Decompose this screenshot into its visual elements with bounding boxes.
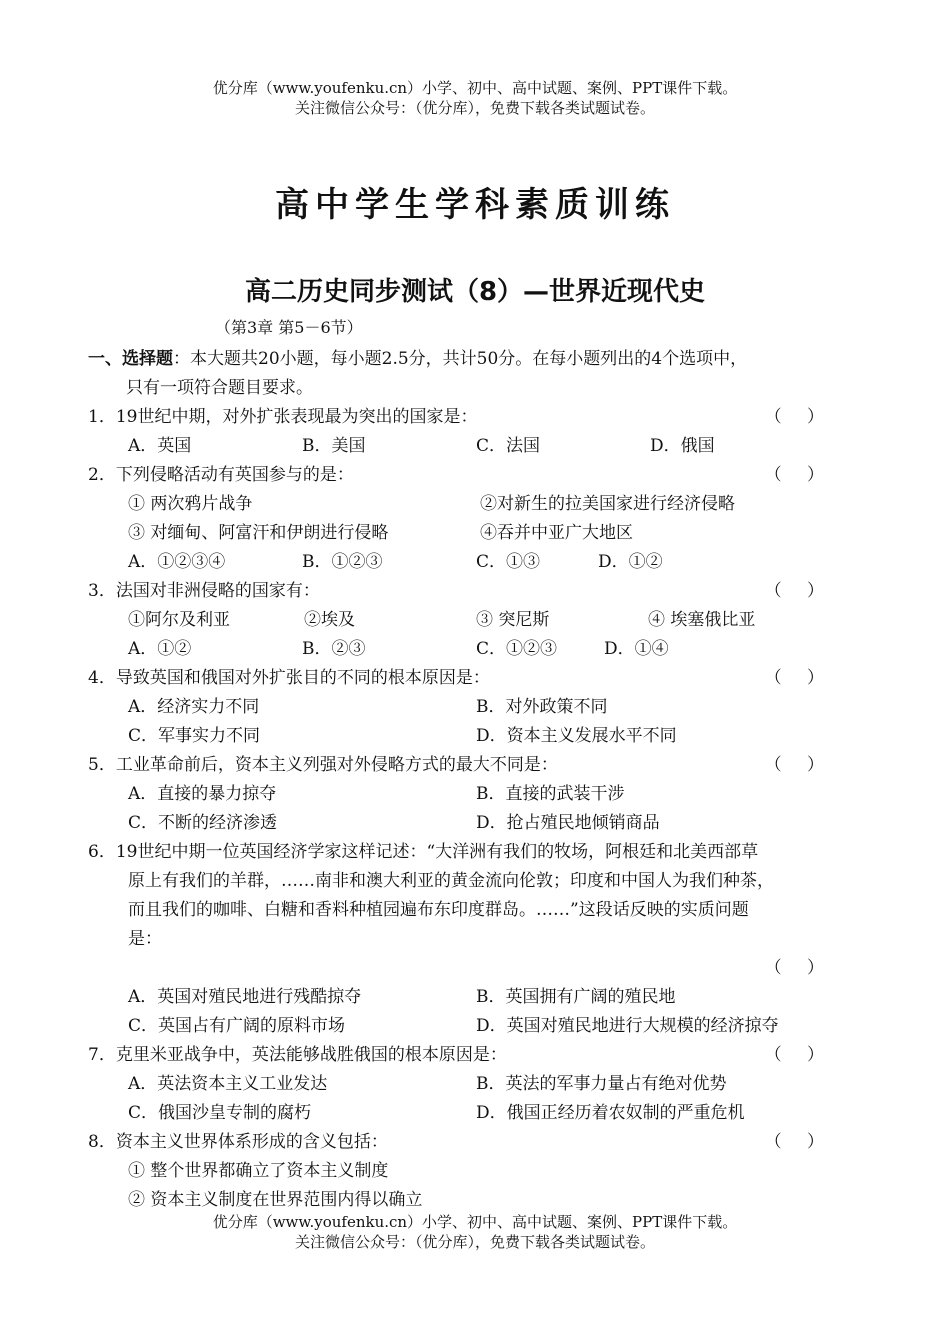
option-d[interactable]: D．资本主义发展水平不同: [476, 726, 677, 746]
question-6: [88, 838, 888, 867]
option-b[interactable]: B．直接的武装干涉: [476, 784, 625, 804]
question-6-cont-1: 原上有我们的羊群，……南非和澳大利亚的黄金流向伦敦；印度和中国人为我们种茶，: [128, 871, 774, 891]
option-b[interactable]: B．对外政策不同: [476, 697, 608, 717]
page-subtitle: 高二历史同步测试（8）—世界近现代史: [244, 277, 706, 307]
option-d[interactable]: D．俄国: [650, 436, 715, 456]
item-1: ① 两次鸦片战争: [128, 494, 253, 514]
option-d[interactable]: D．俄国正经历着农奴制的严重危机: [476, 1103, 745, 1123]
option-b[interactable]: B．英法的军事力量占有绝对优势: [476, 1074, 727, 1094]
answer-blank[interactable]: （ ）: [764, 668, 834, 688]
option-c[interactable]: C．军事实力不同: [128, 726, 261, 746]
answer-blank[interactable]: （ ）: [764, 1045, 834, 1065]
option-b[interactable]: B．①②③: [302, 552, 383, 572]
section-label: 一、选择题: [88, 349, 173, 369]
option-c[interactable]: C．法国: [476, 436, 541, 456]
item-3: ③ 对缅甸、阿富汗和伊朗进行侵略: [128, 523, 389, 543]
option-c[interactable]: C．俄国沙皇专制的腐朽: [128, 1103, 312, 1123]
item-3: ③ 突尼斯: [476, 610, 550, 630]
question-8-item-1: ① 整个世界都确立了资本主义制度: [128, 1161, 389, 1181]
footer-line-2: 关注微信公众号：（优分库），免费下载各类试题试卷。: [294, 1233, 655, 1251]
question-2-items-row2: [88, 519, 888, 548]
option-a[interactable]: A．直接的暴力掠夺: [128, 784, 277, 804]
answer-blank[interactable]: （ ）: [764, 581, 834, 601]
question-3-items: [88, 606, 888, 635]
question-3: [88, 577, 888, 606]
footer-line-1: 优分库（www.youfenku.cn）小学、初中、高中试题、案例、PPT课件下载。: [212, 1213, 738, 1231]
question-5: [88, 751, 888, 780]
question-3-options: [88, 635, 888, 664]
question-stem: 1．19世纪中期，对外扩张表现最为突出的国家是：: [88, 407, 478, 427]
item-1: ①阿尔及利亚: [128, 610, 230, 630]
option-c[interactable]: C．①②③: [476, 639, 558, 659]
question-stem: 7．克里米亚战争中，英法能够战胜俄国的根本原因是：: [88, 1045, 507, 1065]
question-4: [88, 664, 888, 693]
option-b[interactable]: B．英国拥有广阔的殖民地: [476, 987, 676, 1007]
question-6-options-row2: [88, 1012, 888, 1041]
header-line-2: 关注微信公众号：（优分库），免费下载各类试题试卷。: [294, 99, 655, 117]
option-c[interactable]: C．不断的经济渗透: [128, 813, 278, 833]
item-4: ④ 埃塞俄比亚: [648, 610, 756, 630]
question-5-options-row1: [88, 780, 888, 809]
option-a[interactable]: A．经济实力不同: [128, 697, 260, 717]
question-stem: 4．导致英国和俄国对外扩张目的不同的根本原因是：: [88, 668, 490, 688]
page-header: [0, 78, 950, 118]
question-stem: 2．下列侵略活动有英国参与的是：: [88, 465, 354, 485]
answer-blank[interactable]: （ ）: [764, 465, 834, 485]
option-a[interactable]: A．英国: [128, 436, 192, 456]
section-intro-cont: 只有一项符合题目要求。: [126, 378, 313, 398]
question-stem: 5．工业革命前后，资本主义列强对外侵略方式的最大不同是：: [88, 755, 558, 775]
question-7: [88, 1041, 888, 1070]
header-line-1: 优分库（www.youfenku.cn）小学、初中、高中试题、案例、PPT课件下载。: [212, 79, 738, 97]
option-d[interactable]: D．英国对殖民地进行大规模的经济掠夺: [476, 1016, 779, 1036]
option-d[interactable]: D．①④: [604, 639, 669, 659]
page-title: 高中学生学科素质训练: [275, 185, 675, 225]
question-6-cont-3: 是：: [128, 929, 162, 949]
option-d[interactable]: D．抢占殖民地倾销商品: [476, 813, 660, 833]
question-7-options-row2: [88, 1099, 888, 1128]
question-6-blank-row: [88, 954, 888, 983]
question-1-options: [88, 432, 888, 461]
option-b[interactable]: B．②③: [302, 639, 366, 659]
option-a[interactable]: A．①②: [128, 639, 192, 659]
option-b[interactable]: B．美国: [302, 436, 366, 456]
item-2: ②对新生的拉美国家进行经济侵略: [480, 494, 735, 514]
option-a[interactable]: A．英法资本主义工业发达: [128, 1074, 328, 1094]
question-4-options-row1: [88, 693, 888, 722]
question-1: [88, 403, 888, 432]
answer-blank[interactable]: （ ）: [764, 407, 834, 427]
section-multiple-choice: [88, 345, 888, 1215]
section-intro-text: ：本大题共20小题，每小题2.5分，共计50分。在每小题列出的4个选项中，: [173, 349, 748, 369]
option-d[interactable]: D．①②: [598, 552, 663, 572]
question-2: [88, 461, 888, 490]
question-2-items-row1: [88, 490, 888, 519]
chapter-range: （第3章 第5－6节）: [215, 318, 363, 337]
question-stem: 6．19世纪中期一位英国经济学家这样记述：“大洋洲有我们的牧场，阿根廷和北美西部草: [88, 842, 759, 862]
question-5-options-row2: [88, 809, 888, 838]
option-c[interactable]: C．英国占有广阔的原料市场: [128, 1016, 346, 1036]
question-stem: 3．法国对非洲侵略的国家有：: [88, 581, 320, 601]
question-7-options-row1: [88, 1070, 888, 1099]
question-6-options-row1: [88, 983, 888, 1012]
option-a[interactable]: A．英国对殖民地进行残酷掠夺: [128, 987, 362, 1007]
answer-blank[interactable]: （ ）: [764, 755, 834, 775]
answer-blank[interactable]: （ ）: [764, 1132, 834, 1152]
question-6-cont-2: 而且我们的咖啡、白糖和香料种植园遍布东印度群岛。……”这段话反映的实质问题: [128, 900, 749, 920]
option-a[interactable]: A．①②③④: [128, 552, 226, 572]
item-2: ②埃及: [304, 610, 355, 630]
item-4: ④吞并中亚广大地区: [480, 523, 633, 543]
question-8-item-2: ② 资本主义制度在世界范围内得以确立: [128, 1190, 423, 1210]
question-2-options: [88, 548, 888, 577]
page-footer: [0, 1212, 950, 1252]
option-c[interactable]: C．①③: [476, 552, 541, 572]
question-8: [88, 1128, 888, 1157]
section-intro: [88, 345, 888, 374]
question-stem: 8．资本主义世界体系形成的含义包括：: [88, 1132, 388, 1152]
answer-blank[interactable]: （ ）: [764, 958, 834, 978]
question-4-options-row2: [88, 722, 888, 751]
